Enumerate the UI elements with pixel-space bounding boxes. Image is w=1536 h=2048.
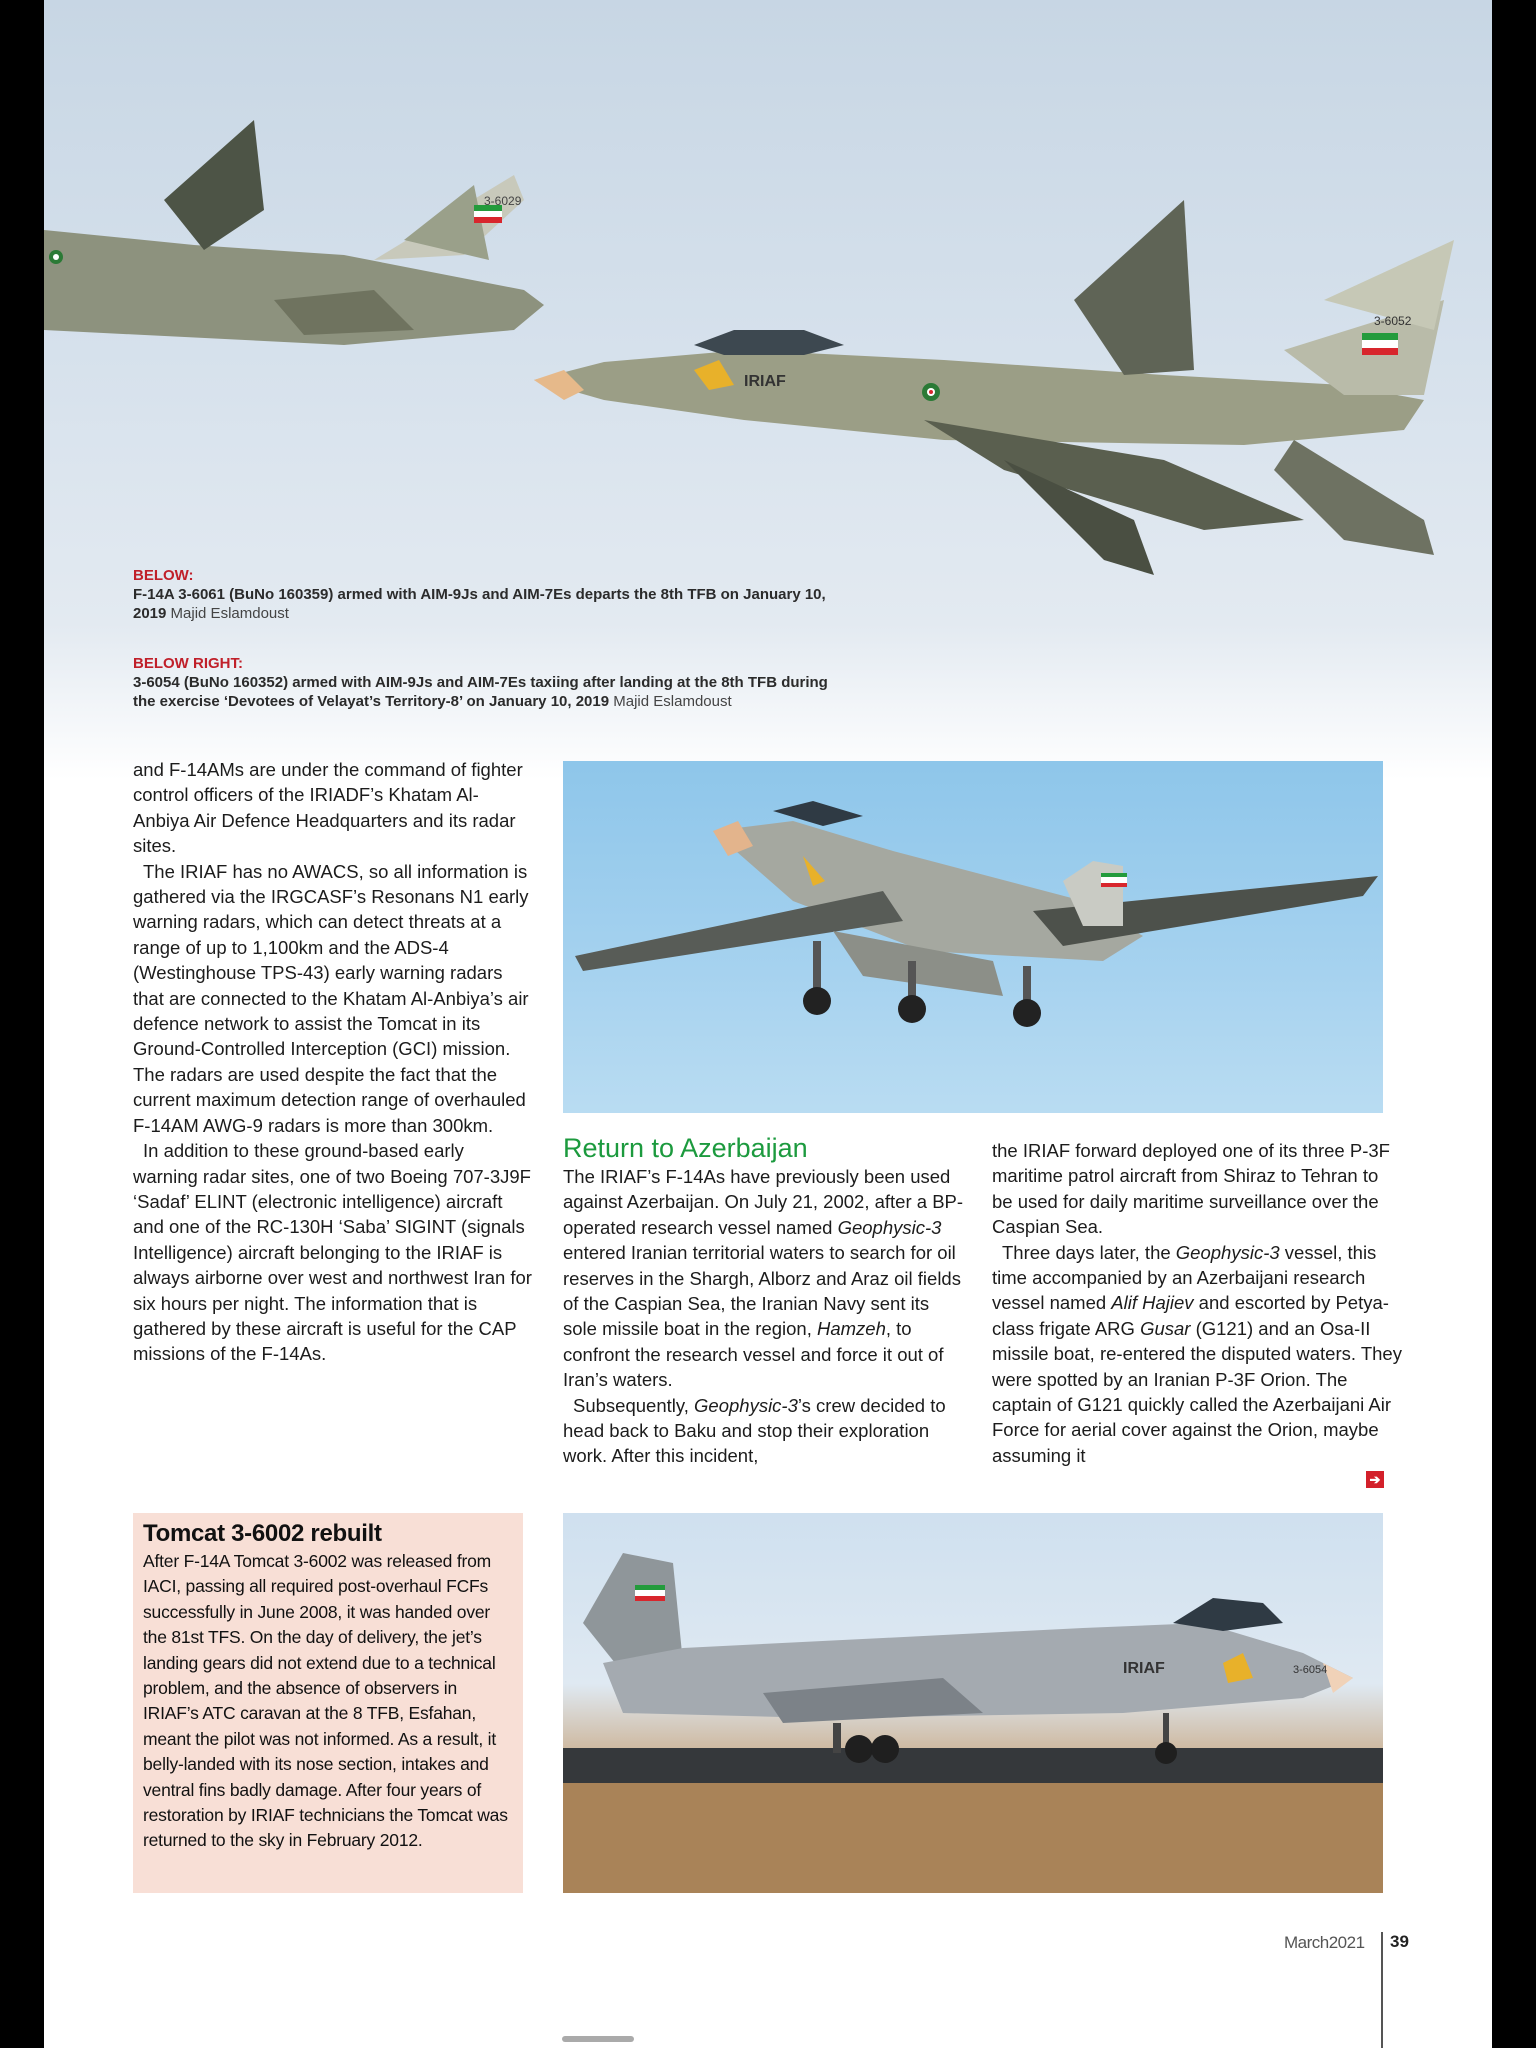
left-paragraph-2: The IRIAF has no AWACS, so all information is gathered via the IRGCASF’s Resonans N1 early warning radars, which can detect threats at a range of up to 1,100km and the ADS-4 (Westinghouse TPS-43) early warning radars that are connected to the Khatam Al-Anbiya’s air defence network to assist the Tomcat in its Ground-Controlled Interception (GCI) mission. The radars are used despite the fact that the current maximum detection range of overhauled F-14AM AWG-9 radars is more than 300km. [133, 860, 529, 1136]
mid-p2-text-a: Subsequently, [573, 1394, 695, 1416]
left-column [133, 757, 533, 1367]
right-paragraph-2 [992, 1240, 1402, 1469]
left-paragraph-1: and F-14AMs are under the command of fighter control officers of the IRIADF’s Khatam Al-Anbiya Air Defence Headquarters and its radar sites. [133, 759, 523, 857]
mid-p1-vessel-name: Geophysic-3 [837, 1216, 942, 1238]
mid-p1-text-c: , to confront the research vessel and force it out of Iran’s waters. [563, 1318, 944, 1391]
right-p2-text-b: vessel, this time accompanied by an Azerbaijani research vessel named [992, 1241, 1377, 1314]
mid-p2-vessel-name: Geophysic-3 [694, 1394, 798, 1416]
scroll-handle[interactable] [562, 2036, 634, 2042]
left-paragraph-3: In addition to these ground-based early warning radar sites, one of two Boeing 707-3J9F ‘Sadaf’ ELINT (electronic intelligence) aircraft and one of the RC-130H ‘Saba’ SIGINT (signals Intelligence) aircraft belonging to the IRIAF is always airborne over west and northwest Iran for six hours per night. The information that is gathered by these aircraft is useful for the CAP missions of the F-14As. [133, 1140, 532, 1365]
mid-p2-text-b: ’s crew decided to head back to Baku and stop their exploration work. After this incident, [563, 1394, 946, 1467]
sidebar-body: After F-14A Tomcat 3-6002 was released from IACI, passing all required post-overhaul FCFs successfully in June 2008, it was handed over the 81st TFS. On the day of delivery, the jet’s landing gears did not extend due to a technical problem, and the absence of observers in IRIAF’s ATC caravan at the 8 TFB, Esfahan, meant the pilot was not informed. As a result, it belly-landed with its nose section, intakes and ventral fins badly damage. After four years of restoration by IRIAF technicians the Tomcat was returned to the sky in February 2012. [143, 1551, 508, 1851]
footer-page-number: 39 [1390, 1932, 1409, 1951]
photo-taxiing-illustration [563, 1513, 1383, 1893]
hero-jet-left-serial: 3-6029 [484, 194, 522, 208]
right-p2-text-c: and escorted by Petya-class frigate ARG [992, 1292, 1389, 1339]
right-p2-vessel-name: Geophysic-3 [1175, 1241, 1280, 1263]
section-heading: Return to Azerbaijan [563, 1133, 808, 1163]
right-column [992, 1138, 1402, 1468]
hero-jet-left [44, 120, 544, 345]
photo-takeoff [563, 761, 1383, 1113]
hero-jet-right [534, 200, 1454, 575]
hero-photo [44, 0, 1492, 780]
hero-jet-right-serial: 3-6052 [1374, 314, 1412, 328]
caption-below-right-text: 3-6054 (BuNo 160352) armed with AIM-9Js and AIM-7Es taxiing after landing at the 8th TFB during the exercise ‘Devotees of Velayat’s Territory-8’ on January 10, 2019 [133, 674, 828, 710]
hero-jet-right-nose-text: IRIAF [744, 373, 786, 390]
photo-taxiing [563, 1513, 1383, 1893]
arrow-right-icon: ➔ [1366, 1471, 1384, 1488]
right-p2-frigate-name: Gusar [1140, 1317, 1191, 1339]
magazine-page [44, 0, 1492, 2048]
footer-divider [1381, 1932, 1383, 2048]
caption-below-heading: BELOW: [133, 567, 194, 584]
mid-p1-text-a: The IRIAF’s F-14As have previously been used against Azerbaijan. On July 21, 2002, after a BP-operated research vessel named [563, 1166, 964, 1238]
photo-takeoff-illustration [563, 761, 1383, 1113]
sidebar-box [133, 1513, 523, 1893]
mid-p1-text-b: entered Iranian territorial waters to search for oil reserves in the Shargh, Alborz and Araz oil fields of the Caspian Sea, the Iranian Navy sent its sole missile boat in the region, [563, 1242, 961, 1340]
right-p2-text-a: Three days later, the [1002, 1241, 1176, 1263]
taxi-jet-serial: 3-6054 [1293, 1664, 1328, 1676]
taxi-jet-fuselage-text: IRIAF [1123, 1660, 1165, 1677]
caption-below-right [133, 654, 853, 711]
mid-paragraph-2 [563, 1393, 968, 1469]
right-paragraph-1: the IRIAF forward deployed one of its three P-3F maritime patrol aircraft from Shiraz to Tehran to be used for daily maritime surveillance over the Caspian Sea. [992, 1140, 1390, 1238]
caption-below [133, 566, 853, 623]
sidebar-title: Tomcat 3-6002 rebuilt [143, 1520, 382, 1547]
middle-column [563, 1164, 968, 1469]
caption-below-right-credit: Majid Eslamdoust [613, 693, 732, 710]
mid-paragraph-1 [563, 1164, 968, 1393]
mid-p1-boat-name: Hamzeh [817, 1318, 886, 1340]
footer-issue-date: March2021 [1284, 1933, 1365, 1952]
caption-below-credit: Majid Eslamdoust [170, 605, 289, 622]
caption-below-text: F-14A 3-6061 (BuNo 160359) armed with AIM-9Js and AIM-7Es departs the 8th TFB on January 10, 2019 [133, 586, 826, 622]
right-p2-text-d: (G121) and an Osa-II missile boat, re-entered the disputed waters. They were spotted by an Iranian P-3F Orion. The captain of G121 quickly called the Azerbaijani Air Force for aerial cover against the Orion, maybe assuming it [992, 1317, 1402, 1466]
caption-below-right-heading: BELOW RIGHT: [133, 655, 243, 672]
right-p2-research-vessel-name: Alif Hajiev [1111, 1292, 1194, 1314]
